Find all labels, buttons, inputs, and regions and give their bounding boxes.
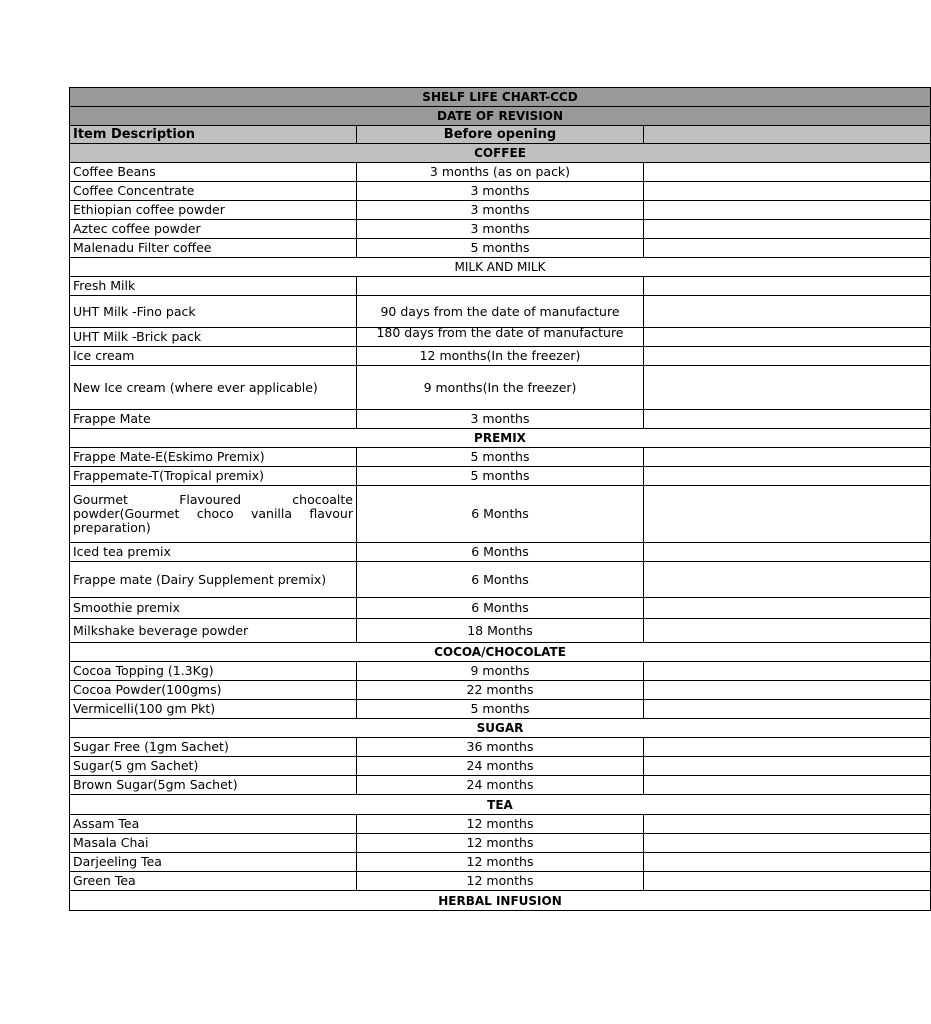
shelf-life-cell: 6 Months	[357, 543, 644, 562]
item-cell: Cocoa Powder(100gms)	[70, 681, 357, 700]
item-cell: Brown Sugar(5gm Sachet)	[70, 776, 357, 795]
shelf-life-cell: 3 months	[357, 201, 644, 220]
table-row	[70, 410, 931, 429]
table-row	[70, 738, 931, 757]
shelf-life-cell: 90 days from the date of manufacture	[357, 296, 644, 328]
section-title: MILK AND MILK	[70, 258, 931, 277]
item-cell: Aztec coffee powder	[70, 220, 357, 239]
table-row	[70, 872, 931, 891]
section-row-sugar	[70, 719, 931, 738]
shelf-life-cell: 5 months	[357, 448, 644, 467]
shelf-life-cell: 3 months (as on pack)	[357, 163, 644, 182]
shelf-life-cell: 6 Months	[357, 598, 644, 619]
item-cell: UHT Milk -Fino pack	[70, 296, 357, 328]
table-row	[70, 220, 931, 239]
item-cell: Cocoa Topping (1.3Kg)	[70, 662, 357, 681]
shelf-life-cell: 18 Months	[357, 619, 644, 643]
section-title: TEA	[70, 795, 931, 815]
item-cell: Gourmet Flavoured chocoalte powder(Gourmet choco vanilla flavour preparation)	[70, 486, 357, 543]
table-row	[70, 201, 931, 220]
section-title: COFFEE	[70, 144, 931, 163]
table-row	[70, 815, 931, 834]
shelf-life-cell: 36 months	[357, 738, 644, 757]
shelf-life-cell: 5 months	[357, 700, 644, 719]
table-row	[70, 448, 931, 467]
shelf-life-cell: 3 months	[357, 220, 644, 239]
item-cell: Iced tea premix	[70, 543, 357, 562]
section-title: PREMIX	[70, 429, 931, 448]
item-cell: Coffee Concentrate	[70, 182, 357, 201]
table-row	[70, 239, 931, 258]
item-cell: Sugar(5 gm Sachet)	[70, 757, 357, 776]
section-row-cocoa	[70, 643, 931, 662]
item-cell: Coffee Beans	[70, 163, 357, 182]
title-row	[70, 88, 931, 107]
item-cell: Green Tea	[70, 872, 357, 891]
item-cell: Assam Tea	[70, 815, 357, 834]
section-row-premix	[70, 429, 931, 448]
table-row	[70, 598, 931, 619]
shelf-life-cell: 12 months	[357, 872, 644, 891]
sheet-title: SHELF LIFE CHART-CCD	[70, 88, 931, 107]
spreadsheet-viewport	[69, 87, 624, 919]
revision-row	[70, 107, 931, 126]
shelf-life-cell: 5 months	[357, 467, 644, 486]
section-title: SUGAR	[70, 719, 931, 738]
table-row	[70, 486, 931, 543]
table-row	[70, 182, 931, 201]
section-row-tea	[70, 795, 931, 815]
table-row	[70, 834, 931, 853]
table-row	[70, 776, 931, 795]
shelf-life-cell: 9 months	[357, 662, 644, 681]
table-row	[70, 277, 931, 296]
section-row-herbal	[70, 891, 931, 911]
item-cell: UHT Milk -Brick pack	[70, 328, 357, 347]
shelf-life-cell: 6 Months	[357, 562, 644, 598]
shelf-life-cell: 3 months	[357, 182, 644, 201]
table-row	[70, 347, 931, 366]
item-cell: Frappe mate (Dairy Supplement premix)	[70, 562, 357, 598]
column-header-extra	[644, 126, 931, 144]
item-cell: Darjeeling Tea	[70, 853, 357, 872]
section-row-coffee	[70, 144, 931, 163]
shelf-life-cell: 24 months	[357, 757, 644, 776]
item-cell: Frappe Mate	[70, 410, 357, 429]
item-cell: Ethiopian coffee powder	[70, 201, 357, 220]
table-row	[70, 543, 931, 562]
shelf-life-cell: 12 months(In the freezer)	[357, 347, 644, 366]
shelf-life-cell: 5 months	[357, 239, 644, 258]
table-row	[70, 853, 931, 872]
shelf-life-cell: 22 months	[357, 681, 644, 700]
shelf-life-cell	[357, 277, 644, 296]
shelf-life-text: 180 days from the date of manufacture	[376, 324, 624, 340]
section-title: HERBAL INFUSION	[70, 891, 931, 911]
table-row	[70, 366, 931, 410]
shelf-life-cell: 12 months	[357, 853, 644, 872]
column-header-item: Item Description	[70, 126, 357, 144]
revision-date-label: DATE OF REVISION	[70, 107, 931, 126]
shelf-life-cell: 12 months	[357, 815, 644, 834]
table-row	[70, 467, 931, 486]
item-cell: Frappemate-T(Tropical premix)	[70, 467, 357, 486]
table-row	[70, 328, 931, 347]
item-cell: Fresh Milk	[70, 277, 357, 296]
table-row	[70, 757, 931, 776]
item-cell: New Ice cream (where ever applicable)	[70, 366, 357, 410]
shelf-life-cell: 12 months	[357, 834, 644, 853]
section-row-milk	[70, 258, 931, 277]
item-cell: Vermicelli(100 gm Pkt)	[70, 700, 357, 719]
shelf-life-cell: 9 months(In the freezer)	[357, 366, 644, 410]
item-cell: Malenadu Filter coffee	[70, 239, 357, 258]
table-row	[70, 163, 931, 182]
shelf-life-cell: 24 months	[357, 776, 644, 795]
table-row	[70, 562, 931, 598]
item-cell: Masala Chai	[70, 834, 357, 853]
table-row	[70, 681, 931, 700]
table-row	[70, 296, 931, 328]
item-cell: Milkshake beverage powder	[70, 619, 357, 643]
column-header-before-opening: Before opening	[357, 126, 644, 144]
item-cell: Ice cream	[70, 347, 357, 366]
table-row	[70, 700, 931, 719]
item-cell: Frappe Mate-E(Eskimo Premix)	[70, 448, 357, 467]
shelf-life-table	[69, 87, 931, 911]
shelf-life-cell: 3 months	[357, 410, 644, 429]
shelf-life-cell	[357, 324, 644, 347]
table-row	[70, 619, 931, 643]
table-row	[70, 662, 931, 681]
item-cell: Smoothie premix	[70, 598, 357, 619]
item-cell: Sugar Free (1gm Sachet)	[70, 738, 357, 757]
section-title: COCOA/CHOCOLATE	[70, 643, 931, 662]
shelf-life-cell: 6 Months	[357, 486, 644, 543]
column-header-row	[70, 126, 931, 144]
